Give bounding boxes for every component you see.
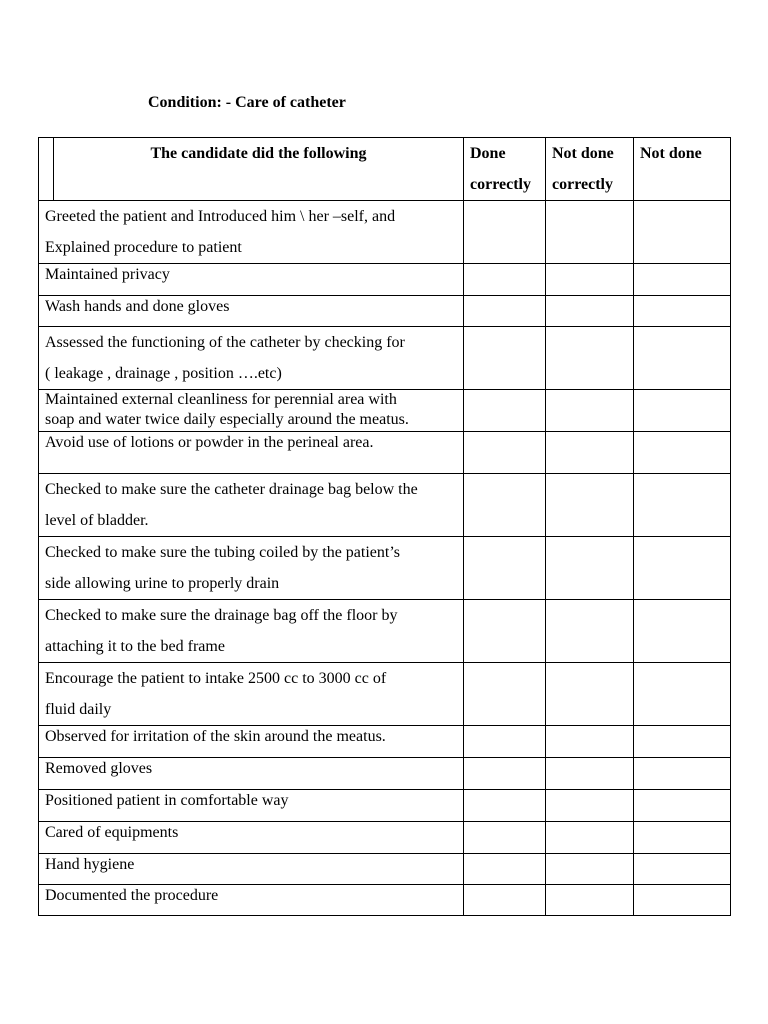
table-row (39, 885, 731, 916)
not-done-cell[interactable] (634, 474, 731, 537)
step-cell (39, 474, 464, 537)
header-step (54, 138, 464, 201)
header-done-correctly (464, 138, 546, 201)
step-cell (39, 822, 464, 854)
header-step-label: The candidate did the following (150, 145, 367, 162)
not-done-correctly-cell[interactable] (546, 432, 634, 474)
table-row (39, 201, 731, 264)
done-correctly-cell[interactable] (464, 854, 546, 885)
step-cell (39, 537, 464, 600)
table-row (39, 432, 731, 474)
done-correctly-cell[interactable] (464, 201, 546, 264)
step-line: fluid daily (45, 701, 112, 718)
step-line: Maintained privacy (45, 266, 170, 283)
done-correctly-cell[interactable] (464, 474, 546, 537)
not-done-cell[interactable] (634, 726, 731, 758)
done-correctly-cell[interactable] (464, 885, 546, 916)
not-done-correctly-cell[interactable] (546, 201, 634, 264)
not-done-correctly-cell[interactable] (546, 822, 634, 854)
step-line: Hand hygiene (45, 856, 135, 873)
not-done-cell[interactable] (634, 390, 731, 432)
step-line: Maintained external cleanliness for perennial area with (45, 391, 397, 408)
done-correctly-cell[interactable] (464, 537, 546, 600)
header-not-done-correctly (546, 138, 634, 201)
step-line: Checked to make sure the tubing coiled by the patient’s (45, 544, 401, 561)
done-correctly-cell[interactable] (464, 726, 546, 758)
table-row (39, 296, 731, 327)
step-line: ( leakage , drainage , position ….etc) (45, 365, 282, 382)
step-cell (39, 432, 464, 474)
not-done-correctly-cell[interactable] (546, 854, 634, 885)
done-correctly-cell[interactable] (464, 390, 546, 432)
done-correctly-cell[interactable] (464, 264, 546, 296)
step-line: Positioned patient in comfortable way (45, 792, 289, 809)
step-cell (39, 201, 464, 264)
not-done-cell[interactable] (634, 537, 731, 600)
not-done-cell[interactable] (634, 663, 731, 726)
done-correctly-cell[interactable] (464, 600, 546, 663)
step-line: level of bladder. (45, 512, 149, 529)
step-cell (39, 327, 464, 390)
not-done-correctly-cell[interactable] (546, 758, 634, 790)
step-line: Avoid use of lotions or powder in the perineal area. (45, 434, 374, 451)
done-correctly-cell[interactable] (464, 663, 546, 726)
table-row (39, 327, 731, 390)
table-row (39, 264, 731, 296)
step-cell (39, 296, 464, 327)
done-correctly-cell[interactable] (464, 822, 546, 854)
step-line: Explained procedure to patient (45, 239, 242, 256)
not-done-cell[interactable] (634, 790, 731, 822)
step-line: Assessed the functioning of the catheter by checking for (45, 334, 405, 351)
step-cell (39, 390, 464, 432)
step-line: Checked to make sure the catheter drainage bag below the (45, 481, 418, 498)
not-done-cell[interactable] (634, 600, 731, 663)
step-line: side allowing urine to properly drain (45, 575, 280, 592)
table-header-row (39, 138, 731, 201)
not-done-cell[interactable] (634, 264, 731, 296)
checklist-table (38, 137, 731, 916)
header-done-correctly-line1: Done (470, 145, 506, 162)
step-cell (39, 854, 464, 885)
done-correctly-cell[interactable] (464, 432, 546, 474)
table-row (39, 474, 731, 537)
done-correctly-cell[interactable] (464, 790, 546, 822)
step-cell (39, 726, 464, 758)
not-done-cell[interactable] (634, 296, 731, 327)
table-row (39, 537, 731, 600)
not-done-cell[interactable] (634, 327, 731, 390)
header-not-done (634, 138, 731, 201)
step-cell (39, 790, 464, 822)
step-cell (39, 663, 464, 726)
not-done-cell[interactable] (634, 822, 731, 854)
table-row (39, 600, 731, 663)
page-title: Condition: - Care of catheter (148, 94, 346, 111)
step-cell (39, 600, 464, 663)
header-done-correctly-line2: correctly (470, 176, 531, 193)
not-done-correctly-cell[interactable] (546, 726, 634, 758)
not-done-correctly-cell[interactable] (546, 885, 634, 916)
not-done-correctly-cell[interactable] (546, 390, 634, 432)
table-row (39, 758, 731, 790)
done-correctly-cell[interactable] (464, 327, 546, 390)
table-row (39, 663, 731, 726)
table-row (39, 790, 731, 822)
header-not-done-correctly-line1: Not done (552, 145, 614, 162)
step-line: Documented the procedure (45, 887, 219, 904)
not-done-correctly-cell[interactable] (546, 327, 634, 390)
not-done-cell[interactable] (634, 201, 731, 264)
step-line: Greeted the patient and Introduced him \ her –self, and (45, 208, 396, 225)
step-line: soap and water twice daily especially around the meatus. (45, 411, 409, 428)
not-done-correctly-cell[interactable] (546, 264, 634, 296)
not-done-cell[interactable] (634, 758, 731, 790)
table-row (39, 854, 731, 885)
step-line: Wash hands and done gloves (45, 298, 230, 315)
step-line: attaching it to the bed frame (45, 638, 225, 655)
table-row (39, 726, 731, 758)
step-line: Encourage the patient to intake 2500 cc to 3000 cc of (45, 670, 387, 687)
step-line: Cared of equipments (45, 824, 179, 841)
header-spacer-cell (39, 138, 54, 201)
not-done-correctly-cell[interactable] (546, 663, 634, 726)
not-done-correctly-cell[interactable] (546, 296, 634, 327)
step-line: Observed for irritation of the skin around the meatus. (45, 728, 386, 745)
table-row (39, 822, 731, 854)
step-cell (39, 264, 464, 296)
step-line: Removed gloves (45, 760, 153, 777)
not-done-cell[interactable] (634, 885, 731, 916)
not-done-correctly-cell[interactable] (546, 600, 634, 663)
not-done-cell[interactable] (634, 854, 731, 885)
step-line: Checked to make sure the drainage bag off the floor by (45, 607, 398, 624)
header-not-done-correctly-line2: correctly (552, 176, 613, 193)
not-done-correctly-cell[interactable] (546, 790, 634, 822)
step-cell (39, 885, 464, 916)
not-done-cell[interactable] (634, 432, 731, 474)
done-correctly-cell[interactable] (464, 296, 546, 327)
table-row (39, 390, 731, 432)
header-not-done-label: Not done (640, 145, 702, 162)
step-cell (39, 758, 464, 790)
not-done-correctly-cell[interactable] (546, 474, 634, 537)
done-correctly-cell[interactable] (464, 758, 546, 790)
not-done-correctly-cell[interactable] (546, 537, 634, 600)
